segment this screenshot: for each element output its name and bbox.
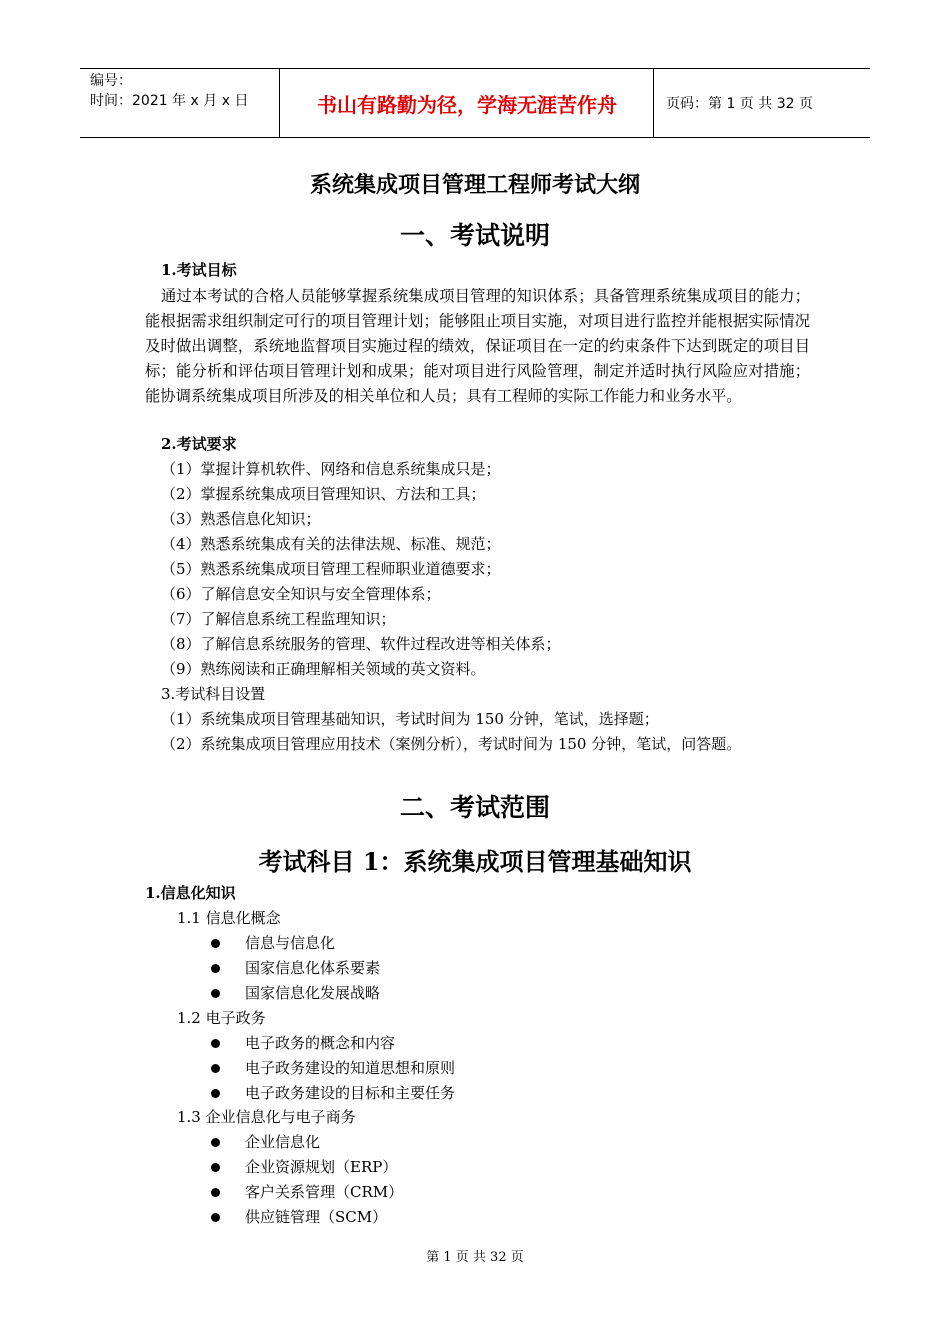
requirements-title: 2.考试要求 bbox=[161, 435, 237, 453]
page-footer: 第 1 页 共 32 页 bbox=[426, 1250, 524, 1265]
topic-title: 1.信息化知识 bbox=[145, 884, 236, 902]
list-item: 企业资源规划（ERP） bbox=[245, 1158, 398, 1176]
document-title: 系统集成项目管理工程师考试大纲 bbox=[309, 172, 640, 198]
time-label: 时间：2021 年 x 月 x 日 bbox=[90, 93, 249, 109]
requirement-item: （4）熟悉系统集成有关的法律法规、标准、规范； bbox=[161, 535, 501, 553]
bullet-icon bbox=[209, 1180, 223, 1205]
bullet-icon bbox=[209, 1155, 223, 1180]
subject-item: （1）系统集成项目管理基础知识，考试时间为 150 分钟，笔试，选择题； bbox=[161, 710, 659, 728]
goal-title: 1.考试目标 bbox=[161, 261, 237, 279]
header-meta bbox=[80, 69, 280, 137]
requirement-item: （1）掌握计算机软件、网络和信息系统集成只是； bbox=[161, 460, 501, 478]
section1-heading: 一、考试说明 bbox=[399, 221, 550, 250]
header-page-info: 页码：第 1 页 共 32 页 bbox=[666, 96, 813, 112]
list-item: 国家信息化体系要素 bbox=[245, 959, 381, 977]
subject-item: （2）系统集成项目管理应用技术（案例分析），考试时间为 150 分钟，笔试，问答题。 bbox=[161, 735, 742, 753]
header-table bbox=[80, 68, 870, 138]
subject1-heading: 考试科目 1：系统集成项目管理基础知识 bbox=[258, 847, 692, 876]
list-item: 电子政务建设的目标和主要任务 bbox=[245, 1084, 456, 1102]
list-item: 电子政务建设的知道思想和原则 bbox=[245, 1059, 456, 1077]
requirement-item: （6）了解信息安全知识与安全管理体系； bbox=[161, 585, 441, 603]
bullet-icon bbox=[209, 956, 223, 981]
requirement-item: （8）了解信息系统服务的管理、软件过程改进等相关体系； bbox=[161, 635, 561, 653]
bullet-icon bbox=[209, 1205, 223, 1230]
requirement-item: （9）熟练阅读和正确理解相关领域的英文资料。 bbox=[161, 660, 486, 678]
bullet-icon bbox=[209, 1081, 223, 1106]
bullet-icon bbox=[209, 1056, 223, 1081]
goal-paragraph: 通过本考试的合格人员能够掌握系统集成项目管理的知识体系；具备管理系统集成项目的能力；能根据需求组织制定可行的项目管理计划；能够阻止项目实施，对项目进行监控并能根据实际情况及时做出调整，系统地监督项目实施过程的绩效，保证项目在一定的约束条件下达到既定的项目目标；能分析和评估项目管理计划和成果；能对项目进行风险管理，制定并适时执行风险应对措施；能协调系统集成项目所涉及的相关单位和人员；具有工程师的实际工作能力和业务水平。 bbox=[145, 287, 810, 405]
list-item: 信息与信息化 bbox=[245, 934, 336, 952]
list-item: 电子政务的概念和内容 bbox=[245, 1034, 396, 1052]
requirement-item: （7）了解信息系统工程监理知识； bbox=[161, 610, 396, 628]
list-item: 客户关系管理（CRM） bbox=[245, 1183, 404, 1201]
requirement-item: （3）熟悉信息化知识； bbox=[161, 510, 321, 528]
number-label: 编号： bbox=[90, 73, 132, 89]
list-item: 国家信息化发展战略 bbox=[245, 984, 381, 1002]
subjects-title: 3.考试科目设置 bbox=[161, 685, 266, 703]
bullet-icon bbox=[209, 1130, 223, 1155]
subsection-title: 1.1 信息化概念 bbox=[177, 909, 281, 927]
bullet-icon bbox=[209, 981, 223, 1006]
requirement-item: （2）掌握系统集成项目管理知识、方法和工具； bbox=[161, 485, 486, 503]
requirement-item: （5）熟悉系统集成项目管理工程师职业道德要求； bbox=[161, 560, 501, 578]
bullet-icon bbox=[209, 931, 223, 956]
subsection-title: 1.2 电子政务 bbox=[177, 1009, 266, 1027]
header-motto: 书山有路勤为径，学海无涯苦作舟 bbox=[281, 69, 654, 137]
section2-heading: 二、考试范围 bbox=[399, 793, 550, 822]
subsection-title: 1.3 企业信息化与电子商务 bbox=[177, 1108, 356, 1126]
list-item: 企业信息化 bbox=[245, 1133, 321, 1151]
list-item: 供应链管理（SCM） bbox=[245, 1208, 388, 1226]
bullet-icon bbox=[209, 1031, 223, 1056]
